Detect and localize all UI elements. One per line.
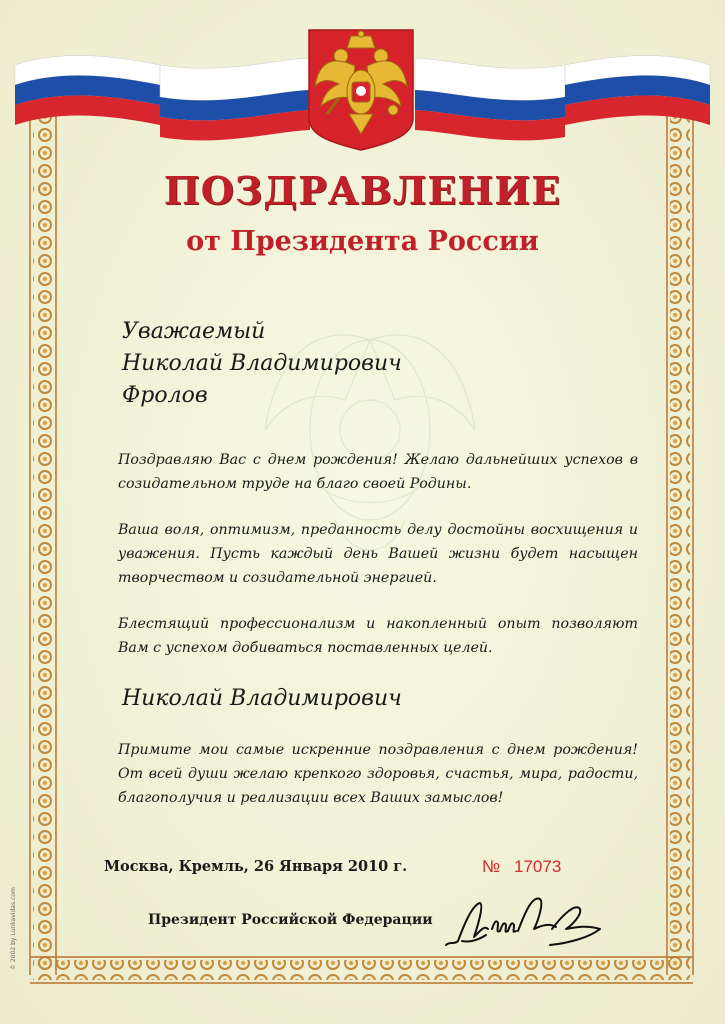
document-title: ПОЗДРАВЛЕНИЕ: [163, 168, 562, 213]
handwritten-signature: [440, 885, 610, 955]
place-date: Москва, Кремль, 26 Января 2010 г.: [104, 858, 408, 875]
document-subtitle: от Президента России: [186, 226, 539, 257]
body-paragraph-1: Поздравляю Вас с днем рождения! Желаю дальнейших успехов в созидательном труде на благо своей Родины.: [118, 452, 638, 492]
salutation-surname: Фролов: [122, 383, 208, 408]
double-headed-eagle-icon: [305, 26, 417, 154]
number-label: №: [482, 857, 501, 876]
salutation-name: Николай Владимирович: [122, 351, 402, 376]
body-paragraph-4: Примите мои самые искренние поздравления с днем рождения! От всей души желаю крепкого здоровья, счастья, мира, радости, благополучия и реализации всех Ваших замыслов!: [118, 742, 638, 806]
body-paragraph-3: Блестящий профессионализм и накопленный опыт позволяют Вам с успехом добиваться поставленных целей.: [118, 616, 638, 656]
body-paragraph-2: Ваша воля, оптимизм, преданность делу достойны восхищения и уважения. Пусть каждый день Вашей жизни будет насыщен творчеством и созидательной энергией.: [118, 522, 638, 586]
president-title: Президент Российской Федерации: [148, 912, 433, 928]
recipient-name: Николай Владимирович: [122, 686, 402, 711]
salutation-greeting: Уважаемый: [122, 319, 266, 344]
document-number: 17073: [514, 857, 562, 876]
salutation: [122, 316, 402, 412]
copyright-note: © 2002 by Lunkavidas.com: [10, 887, 17, 970]
